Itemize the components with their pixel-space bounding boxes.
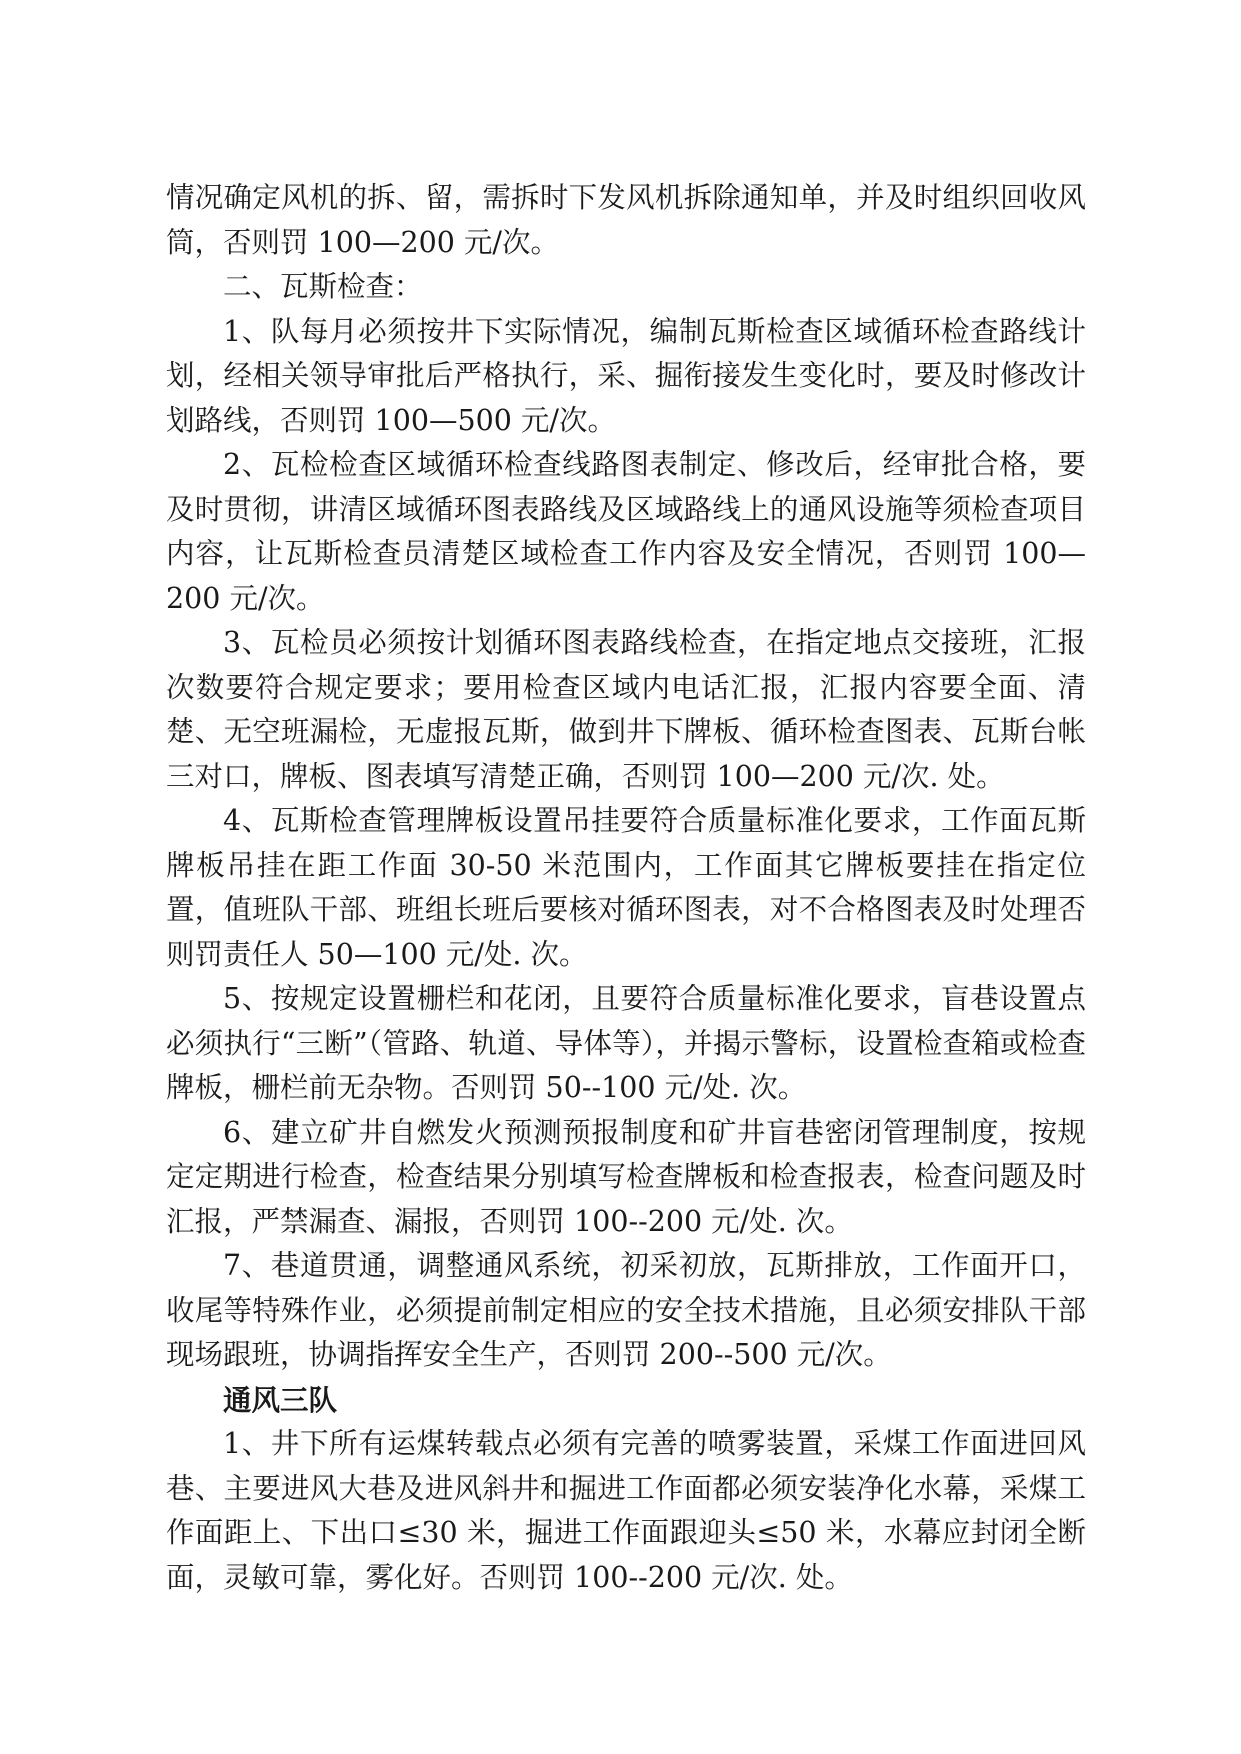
paragraph-item-2: 2、瓦检检查区域循环检查线路图表制定、修改后，经审批合格，要及时贯彻，讲清区域循环图表路线及区域路线上的通风设施等须检查项目内容，让瓦斯检查员清楚区域检查工作内容及安全情况，否则罚 100—200 元/次。 <box>166 448 1086 615</box>
section-heading-gas-inspection: 二、瓦斯检查： <box>223 270 423 303</box>
paragraph-item-5: 5、按规定设置栅栏和花闭，且要符合质量标准化要求，盲巷设置点必须执行“三断”（管路、轨道、导体等），并揭示警标，设置检查箱或检查牌板，栅栏前无杂物。否则罚 50--100 元/处. 次。 <box>166 982 1086 1104</box>
document-body <box>166 176 1086 1600</box>
paragraph-fan-removal: 情况确定风机的拆、留，需拆时下发风机拆除通知单，并及时组织回收风筒，否则罚 100—200 元/次。 <box>166 181 1086 259</box>
section-heading-ventilation-team-3: 通风三队 <box>223 1382 338 1417</box>
paragraph-item-4: 4、瓦斯检查管理牌板设置吊挂要符合质量标准化要求，工作面瓦斯牌板吊挂在距工作面 30-50 米范围内，工作面其它牌板要挂在指定位置，值班队干部、班组长班后要核对循环图表，对不合格图表及时处理否则罚责任人 50—100 元/处. 次。 <box>166 804 1086 971</box>
paragraph-item-3: 3、瓦检员必须按计划循环图表路线检查，在指定地点交接班，汇报次数要符合规定要求；要用检查区域内电话汇报，汇报内容要全面、清楚、无空班漏检，无虚报瓦斯，做到井下牌板、循环检查图表、瓦斯台帐三对口，牌板、图表填写清楚正确，否则罚 100—200 元/次. 处。 <box>166 626 1086 793</box>
paragraph-item-6: 6、建立矿井自燃发火预测预报制度和矿井盲巷密闭管理制度，按规定定期进行检查，检查结果分别填写检查牌板和检查报表，检查问题及时汇报，严禁漏查、漏报，否则罚 100--200 元/处. 次。 <box>166 1115 1086 1238</box>
paragraph-item-1: 1、队每月必须按井下实际情况，编制瓦斯检查区域循环检查路线计划，经相关领导审批后严格执行，采、掘衔接发生变化时，要及时修改计划路线，否则罚 100—500 元/次。 <box>166 314 1086 437</box>
paragraph-item-7: 7、巷道贯通，调整通风系统，初采初放，瓦斯排放，工作面开口，收尾等特殊作业，必须提前制定相应的安全技术措施，且必须安排队干部现场跟班，协调指挥安全生产，否则罚 200--500 元/次。 <box>166 1249 1086 1371</box>
paragraph-team3-item-1: 1、井下所有运煤转载点必须有完善的喷雾装置，采煤工作面进回风巷、主要进风大巷及进风斜井和掘进工作面都必须安装净化水幕，采煤工作面距上、下出口≤30 米，掘进工作面跟迎头≤50 米，水幕应封闭全断面，灵敏可靠，雾化好。否则罚 100--200 元/次. 处。 <box>166 1427 1086 1594</box>
